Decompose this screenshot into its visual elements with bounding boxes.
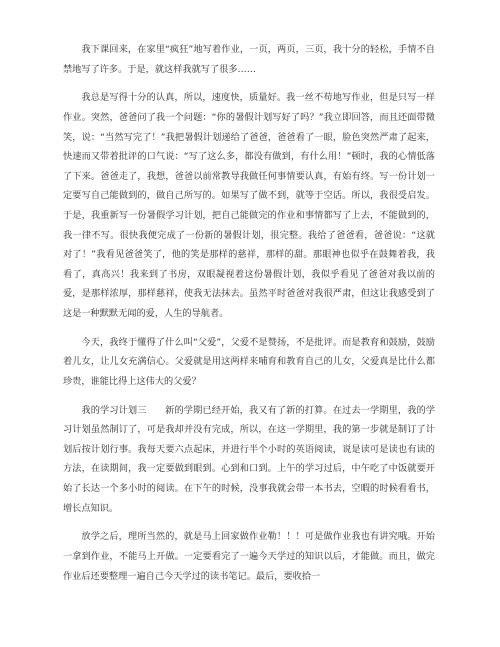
paragraph: 放学之后，理所当然的，就是马上回家做作业勒！！！可是做作业我也有讲究哦。开始一拿到作业，不能马上开做。一定要看完了一遍今天学过的知识以后，才能做。而且，做完作业后还要整理一遍自己今天学过的读书笔记。最后，要收拾一 xyxy=(63,531,435,582)
paragraph: 今天，我终于懂得了什么叫“父爱”，父爱不是赞扬，不是批评。而是教育和鼓励，鼓励着儿女，让儿女充满信心。父爱就是用这两样来哺育和教育自己的儿女，父爱真是比什么都珍贵，谁能比得上这伟大的父爱？ xyxy=(63,336,435,387)
paragraph: 我总是写得十分的认真，所以，速度快，质量好。我一丝不苟地写作业，但是只写一样作业。突然，爸爸问了我一个问题：“你的暑假计划写好了吗？”我立即回答，而且还面带微笑，说：“当然写完了！”我把暑假计划递给了爸爸，爸爸看了一眼，脸色突然严肃了起来，快速而又带着批评的口气说：“写了这么多，都没有做到，有什么用！”顿时，我的心情低落了下来。爸爸走了，我想，爸爸以前常教导我做任何事情要认真，有始有终。写一份计划一定要写自己能做到的，做自己所写的。如果写了做不到，就等于空话。所以，我很受启发。于是，我重新写一份暑假学习计划，把自己能做完的作业和事情都写了上去，不能做到的，我一律不写。很快我便完成了一份新的暑假计划，很完整。我给了爸爸看，爸爸说：“这就对了！”我看见爸爸笑了，他的笑是那样的慈祥，那样的甜。那眼神也似乎在鼓舞着我，我看了，真高兴！我来到了书房，双眼凝视着这份暑假计划，我似乎看见了爸爸对我以前的爱，是那样浓厚，那样慈祥，使我无法抹去。虽然平时爸爸对我很严肃，但这让我感受到了这是一种默默无闻的爱，人生的导航者。 xyxy=(63,92,435,319)
paragraph: 我下课回来，在家里“疯狂”地写着作业，一页，两页，三页，我十分的轻松，手情不自禁地写了许多。于是，就这样我就写了很多…… xyxy=(63,44,435,75)
paragraph: 我的学习计划三 新的学期已经开始，我又有了新的打算。在过去一学期里，我的学习计划虽然制订了，可是我却并没有完成，所以，在这一学期里，我的第一步就是制订了计划后按计划行事。我每天要六点起床，并进行半个小时的英语阅读，说是读可是读也有读的方法，在读期间，我一定要做到眼到。心到和口到。上午的学习过后，中午吃了中饭就要开始了长达一个多小时的阅读。在下午的时候，没事我就会带一本书去，空暇的时候看看书，增长点知识。 xyxy=(63,404,435,514)
document-body xyxy=(63,40,435,586)
